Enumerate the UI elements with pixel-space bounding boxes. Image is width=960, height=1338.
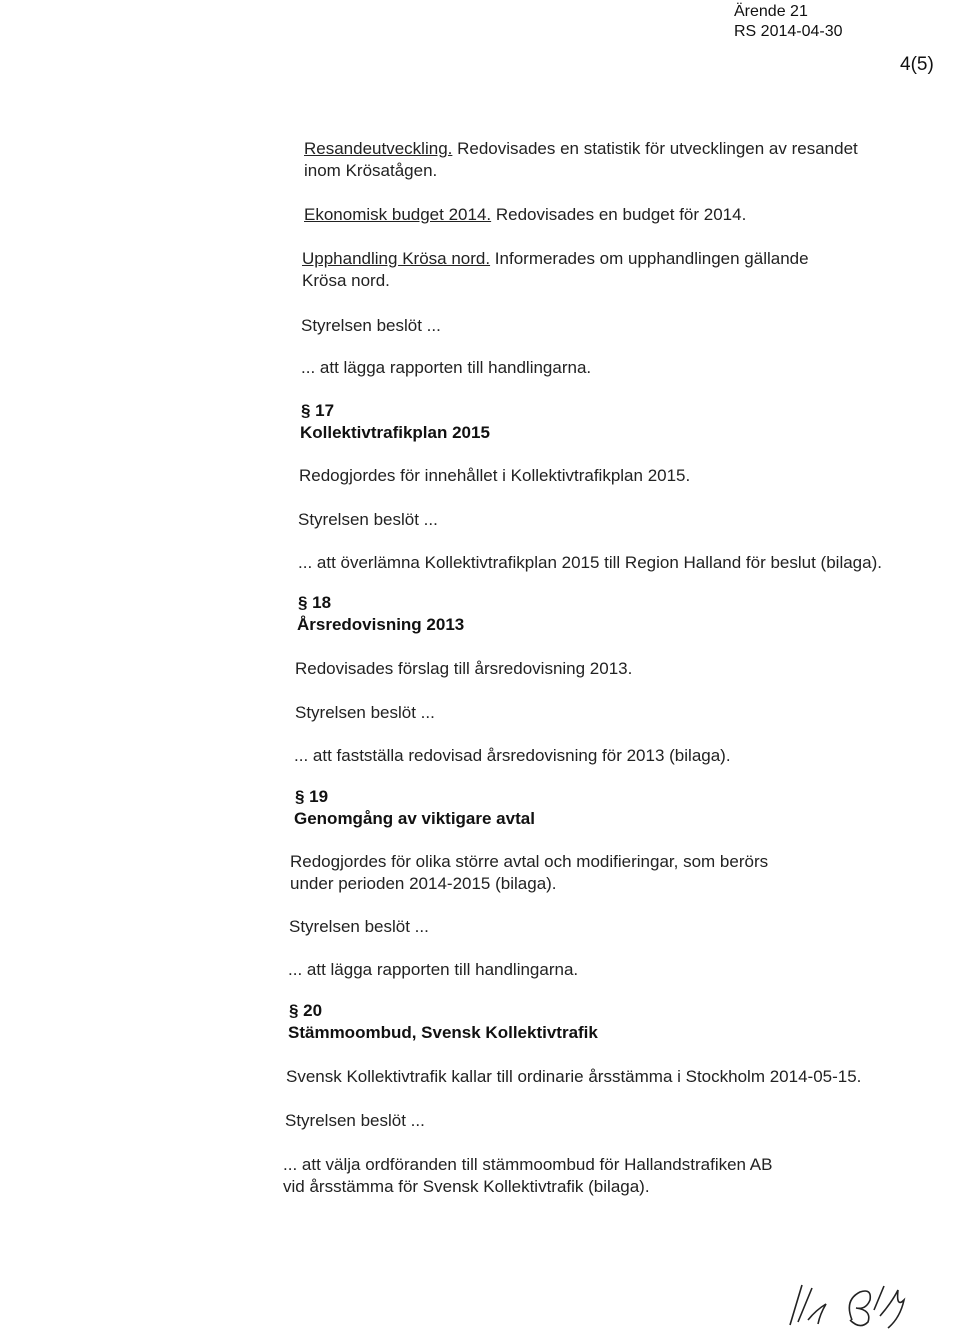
signature-initials	[780, 1280, 930, 1330]
section-number: § 20	[289, 1001, 323, 1020]
section-title: Genomgång av viktigare avtal	[294, 809, 535, 828]
item-line2: inom Krösatågen.	[304, 161, 438, 180]
section-body: Redovisades förslag till årsredovisning 2013.	[295, 659, 633, 678]
item-resandeutveckling	[304, 138, 858, 160]
section-att: ... att välja ordföranden till stämmoombud för Hallandstrafiken AB	[283, 1155, 773, 1174]
section-att: vid årsstämma för Svensk Kollektivtrafik (bilaga).	[283, 1177, 650, 1196]
document-header	[734, 2, 843, 42]
section-number: § 19	[295, 787, 329, 806]
item-text: Redovisades en budget för 2014.	[491, 205, 747, 224]
section-body: under perioden 2014-2015 (bilaga).	[290, 874, 557, 893]
decision-beslot: Styrelsen beslöt ...	[301, 316, 441, 335]
section-beslot: Styrelsen beslöt ...	[298, 510, 438, 529]
section-number: § 17	[301, 401, 335, 420]
item-text: Informerades om upphandlingen gällande	[490, 249, 809, 268]
item-lead: Ekonomisk budget 2014.	[304, 205, 492, 224]
section-att: ... att överlämna Kollektivtrafikplan 2015 till Region Halland för beslut (bilaga).	[298, 553, 882, 572]
decision-att: ... att lägga rapporten till handlingarna.	[301, 358, 592, 377]
item-lead: Resandeutveckling.	[304, 139, 453, 158]
section-body: Redogjordes för innehållet i Kollektivtrafikplan 2015.	[299, 466, 691, 485]
item-line2: Krösa nord.	[302, 271, 390, 290]
section-beslot: Styrelsen beslöt ...	[295, 703, 435, 722]
item-ekonomisk	[304, 204, 746, 226]
rs-date: RS 2014-04-30	[734, 23, 843, 40]
page-number: 4(5)	[900, 54, 934, 75]
section-att: ... att lägga rapporten till handlingarna.	[288, 960, 579, 979]
arende-number: Ärende 21	[734, 3, 808, 20]
section-title: Kollektivtrafikplan 2015	[300, 423, 490, 442]
section-body: Redogjordes för olika större avtal och modifieringar, som berörs	[290, 852, 769, 871]
section-att: ... att fastställa redovisad årsredovisning för 2013 (bilaga).	[294, 746, 731, 765]
section-beslot: Styrelsen beslöt ...	[285, 1111, 425, 1130]
item-upphandling	[302, 248, 809, 270]
section-title: Årsredovisning 2013	[297, 615, 465, 634]
section-body: Svensk Kollektivtrafik kallar till ordinarie årsstämma i Stockholm 2014-05-15.	[286, 1067, 862, 1086]
section-title: Stämmoombud, Svensk Kollektivtrafik	[288, 1023, 598, 1042]
section-beslot: Styrelsen beslöt ...	[289, 917, 429, 936]
item-text: Redovisades en statistik för utvecklingen av resandet	[452, 139, 858, 158]
section-number: § 18	[298, 593, 332, 612]
item-lead: Upphandling Krösa nord.	[302, 249, 491, 268]
